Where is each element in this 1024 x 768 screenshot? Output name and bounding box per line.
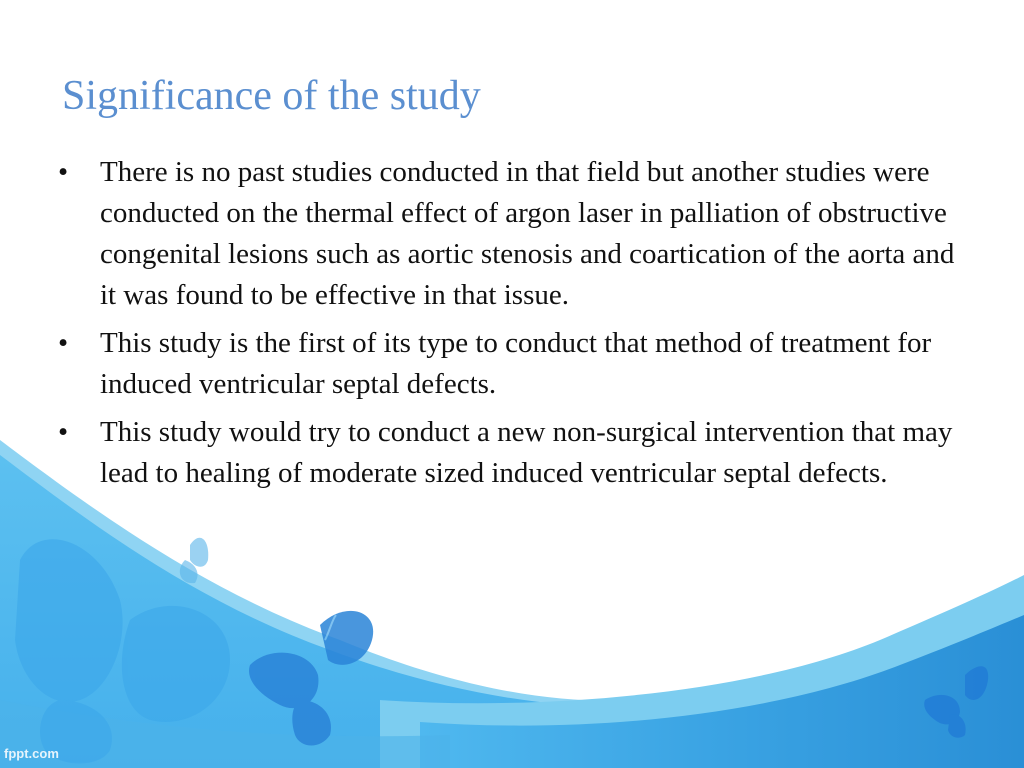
bullet-text: This study would try to conduct a new non-surgical intervention that may lead to healing of moderate sized induced ventricular septal defects. (100, 416, 953, 489)
bullet-item (58, 412, 958, 494)
bullet-list (58, 152, 958, 501)
footer-brand-watermark: fppt.com (4, 746, 59, 761)
slide-title: Significance of the study (62, 73, 481, 119)
bullet-text: There is no past studies conducted in that field but another studies were conducted on the thermal effect of argon laser in palliation of obstructive congenital lesions such as aortic stenosis and coartication of the aorta and it was found to be effective in that issue. (100, 156, 955, 311)
butterfly-decoration-small (180, 538, 208, 583)
bullet-item (58, 152, 958, 316)
bullet-icon: • (58, 156, 69, 188)
bullet-item (58, 323, 958, 405)
bullet-icon: • (58, 416, 69, 448)
bullet-icon: • (58, 327, 69, 359)
bullet-text: This study is the first of its type to conduct that method of treatment for induced ventricular septal defects. (100, 327, 932, 400)
